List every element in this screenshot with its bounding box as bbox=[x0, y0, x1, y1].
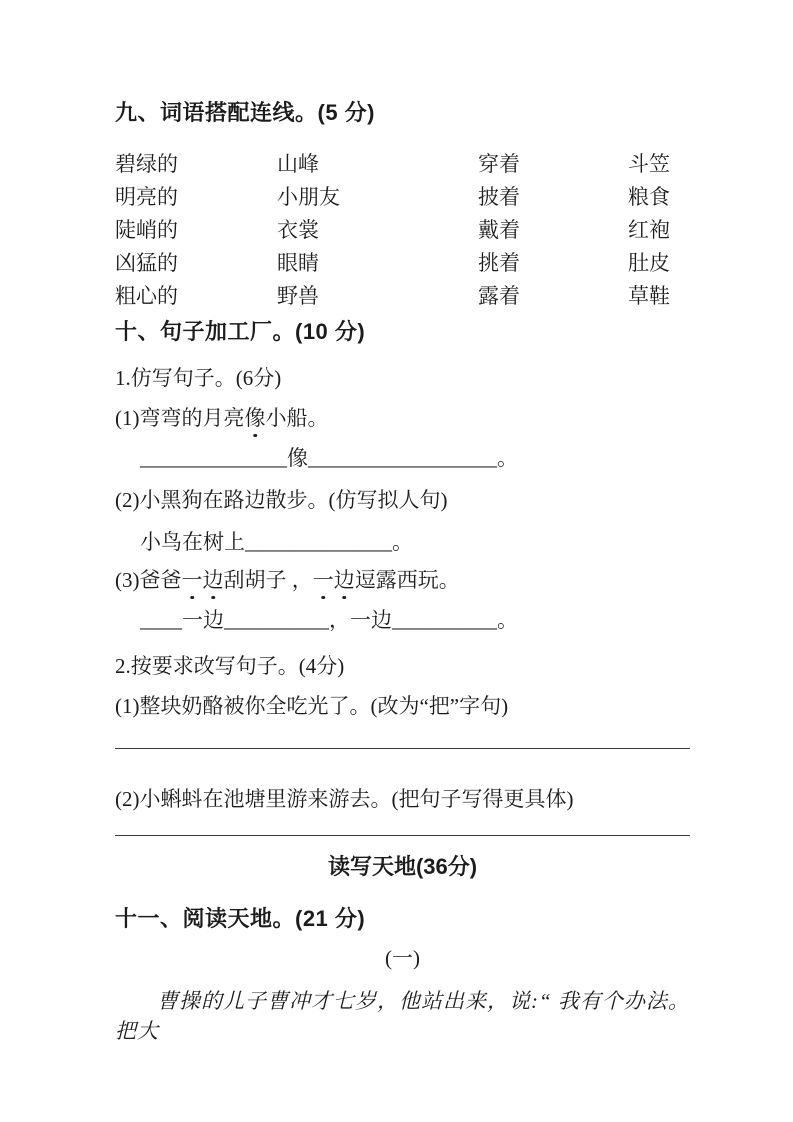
question-3-sentence: (3)爸爸一边刮胡子 ，一边逗露西玩。 bbox=[115, 568, 460, 592]
reading-writing-banner: 读写天地(36分) bbox=[327, 854, 478, 879]
match-noun: 眼睛 bbox=[277, 251, 319, 275]
match-verb: 穿着 bbox=[478, 152, 520, 176]
match-adjective: 粗心的 bbox=[115, 284, 178, 308]
match-noun: 野兽 bbox=[277, 284, 319, 308]
match-verb: 挑着 bbox=[478, 251, 520, 275]
match-noun: 衣裳 bbox=[277, 218, 319, 242]
question-2-sentence: (2)小黑狗在路边散步。(仿写拟人句) bbox=[115, 488, 448, 512]
match-noun: 小朋友 bbox=[277, 185, 340, 209]
rewrite-1-answer-line bbox=[115, 748, 690, 749]
section-10-heading: 十、句子加工厂。(10 分) bbox=[115, 319, 366, 344]
match-adjective: 陡峭的 bbox=[115, 218, 178, 242]
match-object: 肚皮 bbox=[628, 251, 670, 275]
match-object: 草鞋 bbox=[628, 284, 670, 308]
match-adjective: 凶猛的 bbox=[115, 251, 178, 275]
match-object: 红袍 bbox=[628, 218, 670, 242]
match-adjective: 明亮的 bbox=[115, 185, 178, 209]
subsection-2-label: 2.按要求改写句子。(4分) bbox=[115, 654, 345, 678]
rewrite-2-sentence: (2)小蝌蚪在池塘里游来游去。(把句子写得更具体) bbox=[115, 787, 574, 811]
match-verb: 露着 bbox=[478, 284, 520, 308]
question-1-answer-blank: ______________像__________________。 bbox=[140, 446, 518, 470]
match-noun: 山峰 bbox=[277, 152, 319, 176]
match-object: 粮食 bbox=[628, 185, 670, 209]
match-verb: 披着 bbox=[478, 185, 520, 209]
rewrite-2-answer-line bbox=[115, 835, 690, 836]
section-11-heading: 十一、阅读天地。(21 分) bbox=[115, 906, 366, 931]
reading-passage-text: 曹操的儿子曹冲才七岁，他站出来，说:“ 我有个办法。 把大 bbox=[115, 989, 690, 1043]
subsection-1-label: 1.仿写句子。(6分) bbox=[115, 366, 282, 390]
word-matching-grid bbox=[115, 148, 690, 313]
section-9-heading: 九、词语搭配连线。(5 分) bbox=[115, 100, 376, 125]
question-1-sentence: (1)弯弯的月亮像小船。 bbox=[115, 406, 329, 430]
match-object: 斗笠 bbox=[628, 152, 670, 176]
rewrite-1-sentence: (1)整块奶酪被你全吃光了。(改为“把”字句) bbox=[115, 694, 509, 718]
passage-part-label: (一) bbox=[385, 946, 420, 970]
match-verb: 戴着 bbox=[478, 218, 520, 242]
question-2-answer-blank: 小鸟在树上______________。 bbox=[140, 530, 413, 554]
question-3-answer-blank: ____一边__________，一边__________。 bbox=[140, 608, 518, 632]
match-adjective: 碧绿的 bbox=[115, 152, 178, 176]
